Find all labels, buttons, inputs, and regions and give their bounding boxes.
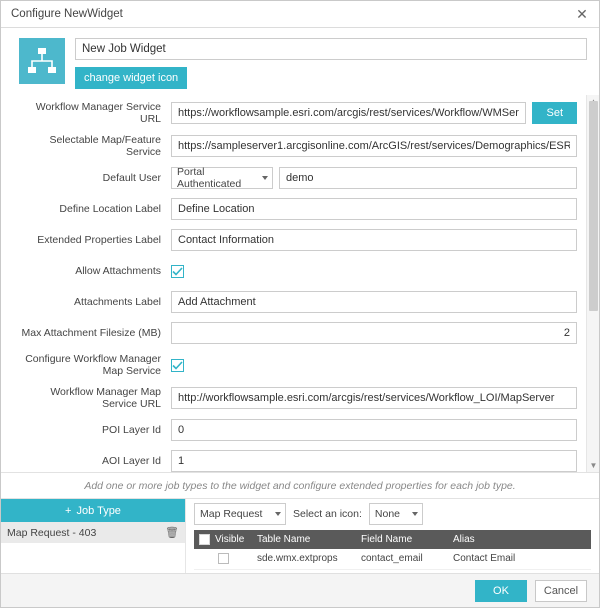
icon-select-value: None bbox=[374, 508, 400, 520]
column-field-name: Field Name bbox=[356, 530, 448, 549]
row-poi-layer-id bbox=[13, 419, 577, 441]
jobtype-panel bbox=[1, 498, 599, 573]
settings-form bbox=[1, 95, 599, 473]
jobtype-detail-column bbox=[186, 499, 599, 573]
icon-prompt-label: Select an icon: bbox=[293, 508, 362, 520]
label-map-service: Selectable Map/Feature Service bbox=[49, 134, 161, 158]
row-aoi-layer-id bbox=[13, 450, 577, 472]
trash-icon[interactable]: 🗑 bbox=[165, 527, 179, 539]
row-visible-checkbox[interactable] bbox=[218, 553, 229, 564]
row-alias: Contact Email bbox=[448, 549, 591, 569]
row-max-filesize bbox=[13, 322, 577, 344]
column-alias: Alias bbox=[448, 530, 591, 549]
label-default-user: Default User bbox=[102, 172, 161, 184]
row-allow-attachments bbox=[13, 260, 577, 282]
row-attachments-label bbox=[13, 291, 577, 313]
label-attachments: Attachments Label bbox=[74, 296, 161, 308]
widget-name-input[interactable] bbox=[75, 38, 587, 60]
label-define-location: Define Location Label bbox=[59, 203, 161, 215]
widget-header bbox=[1, 28, 599, 95]
label-poi-layer-id: POI Layer Id bbox=[102, 424, 161, 436]
jobtype-list-column bbox=[1, 499, 186, 573]
aoi-layer-id-input[interactable] bbox=[171, 450, 577, 472]
row-map-service-url bbox=[13, 386, 577, 410]
label-max-filesize: Max Attachment Filesize (MB) bbox=[21, 327, 161, 339]
default-user-mode-select[interactable] bbox=[171, 167, 273, 189]
max-filesize-input[interactable] bbox=[171, 322, 577, 344]
row-field-name: contact_email bbox=[356, 549, 448, 569]
define-location-label-input[interactable] bbox=[171, 198, 577, 220]
jobtype-select[interactable] bbox=[194, 503, 286, 525]
table-row[interactable] bbox=[194, 549, 591, 569]
change-widget-icon-button[interactable]: change widget icon bbox=[75, 67, 187, 89]
map-service-input[interactable] bbox=[171, 135, 577, 157]
jobtype-detail-toolbar bbox=[194, 503, 591, 525]
plus-icon: + bbox=[65, 504, 72, 517]
label-allow-attachments: Allow Attachments bbox=[75, 265, 161, 277]
poi-layer-id-input[interactable] bbox=[171, 419, 577, 441]
list-item[interactable] bbox=[1, 522, 185, 544]
chevron-down-icon bbox=[412, 512, 418, 516]
chevron-down-icon bbox=[275, 512, 281, 516]
label-configure-map-service: Configure Workflow Manager Map Service bbox=[25, 353, 161, 377]
add-jobtype-label: Job Type bbox=[76, 504, 121, 517]
close-icon[interactable]: ✕ bbox=[576, 6, 588, 22]
add-jobtype-button[interactable] bbox=[1, 499, 185, 522]
map-service-url-input[interactable] bbox=[171, 387, 577, 409]
column-visible-label: Visible bbox=[215, 534, 245, 545]
row-define-location-label bbox=[13, 198, 577, 220]
label-aoi-layer-id: AOI Layer Id bbox=[102, 455, 161, 467]
table-header-row bbox=[194, 530, 591, 549]
ok-button[interactable]: OK bbox=[475, 580, 527, 602]
service-url-input[interactable] bbox=[171, 102, 526, 124]
jobtype-hint: Add one or more job types to the widget and configure extended properties for each job type. bbox=[84, 480, 516, 492]
attachments-label-input[interactable] bbox=[171, 291, 577, 313]
network-nodes-icon[interactable] bbox=[19, 38, 65, 84]
row-default-user bbox=[13, 167, 577, 189]
settings-scroll-region bbox=[1, 95, 599, 473]
jobtype-select-value: Map Request bbox=[200, 508, 263, 520]
scrollbar-thumb[interactable] bbox=[589, 101, 598, 311]
allow-attachments-checkbox[interactable] bbox=[171, 265, 184, 278]
label-map-service-url: Workflow Manager Map Service URL bbox=[50, 386, 161, 410]
row-visible-cell bbox=[194, 549, 252, 569]
set-service-url-button[interactable]: Set bbox=[532, 102, 577, 124]
settings-scrollbar[interactable] bbox=[586, 95, 599, 472]
dialog-title: Configure NewWidget bbox=[11, 8, 123, 20]
column-table-name: Table Name bbox=[252, 530, 356, 549]
row-map-service bbox=[13, 134, 577, 158]
configure-map-service-checkbox[interactable] bbox=[171, 359, 184, 372]
row-configure-map-service bbox=[13, 353, 577, 377]
column-visible bbox=[194, 530, 252, 549]
extended-properties-label-input[interactable] bbox=[171, 229, 577, 251]
select-all-checkbox[interactable] bbox=[199, 534, 210, 545]
scroll-down-icon[interactable]: ▼ bbox=[589, 461, 598, 470]
row-table-name: sde.wmx.extprops bbox=[252, 549, 356, 569]
row-extended-properties-label bbox=[13, 229, 577, 251]
label-extended-properties: Extended Properties Label bbox=[37, 234, 161, 246]
chevron-down-icon bbox=[262, 176, 268, 180]
dialog-titlebar bbox=[1, 1, 599, 28]
row-service-url bbox=[13, 101, 577, 125]
default-user-input[interactable] bbox=[279, 167, 577, 189]
default-user-mode-value: Portal Authenticated bbox=[177, 166, 242, 190]
dialog-footer bbox=[1, 573, 599, 607]
icon-select[interactable] bbox=[369, 503, 423, 525]
jobtype-list bbox=[1, 522, 185, 573]
label-service-url: Workflow Manager Service URL bbox=[35, 101, 161, 125]
cancel-button[interactable]: Cancel bbox=[535, 580, 587, 602]
jobtype-name: Map Request - 403 bbox=[7, 526, 97, 539]
